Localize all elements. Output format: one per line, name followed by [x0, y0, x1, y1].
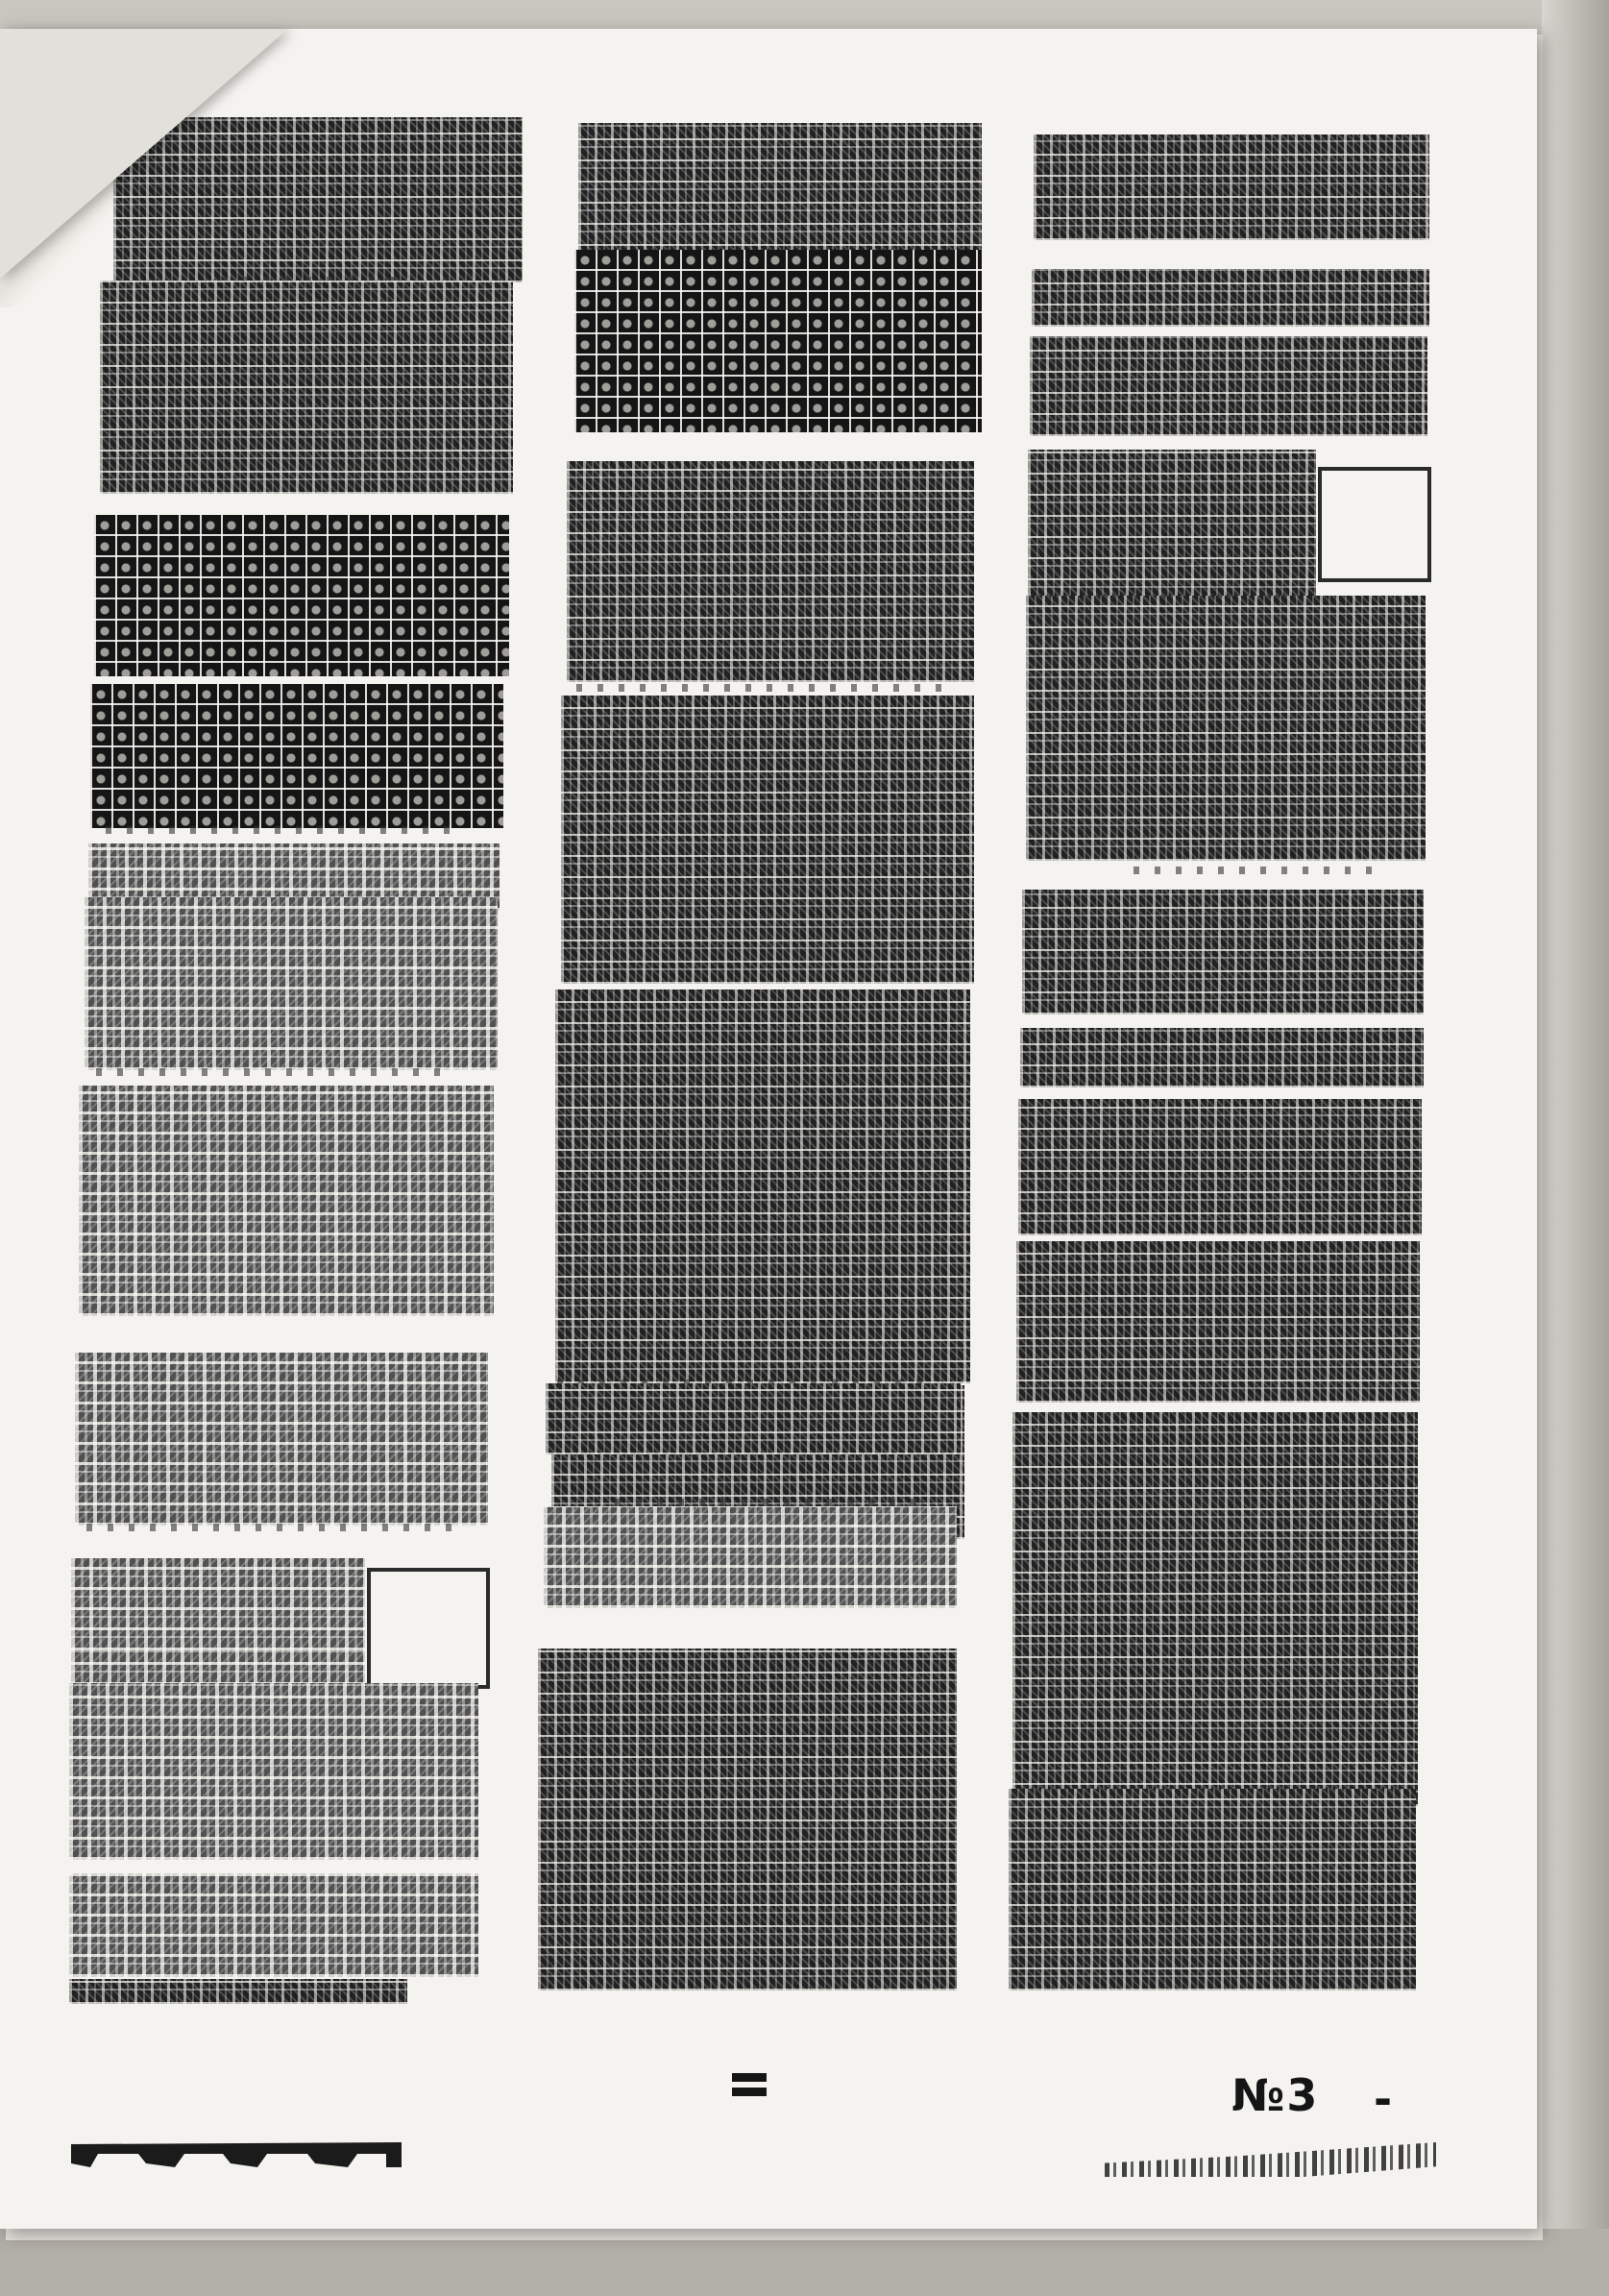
- empty-box: [367, 1568, 490, 1689]
- page-number: [1231, 2069, 1319, 2121]
- trailing-dash: -: [1374, 2073, 1393, 2125]
- text-block: [90, 684, 503, 828]
- text-block: [1032, 269, 1429, 327]
- gap-rule: [576, 684, 941, 692]
- text-block: [1020, 1028, 1424, 1087]
- text-block: [69, 1683, 478, 1860]
- gap-rule: [86, 1524, 451, 1531]
- document-page: [0, 29, 1537, 2229]
- text-block: [1012, 1412, 1418, 1806]
- gap-rule: [1134, 867, 1374, 874]
- text-block: [71, 1558, 365, 1650]
- text-block: [546, 1383, 961, 1454]
- text-block: [85, 897, 498, 1070]
- gap-rule: [96, 1068, 451, 1076]
- text-block: [574, 250, 982, 432]
- text-block: [71, 1650, 365, 1685]
- text-block: [69, 1873, 478, 1977]
- text-block: [100, 281, 513, 494]
- backdrop-right: [1542, 0, 1609, 2296]
- empty-box: [1318, 467, 1431, 582]
- ink-smudge: [1105, 2142, 1436, 2177]
- bracket-mark: [69, 2138, 405, 2177]
- text-block: [94, 515, 509, 676]
- text-block: [544, 1506, 957, 1608]
- text-block: [1026, 596, 1426, 861]
- gap-rule: [615, 1499, 922, 1506]
- gap-rule: [106, 826, 451, 834]
- text-block: [578, 123, 982, 267]
- text-block: [1030, 336, 1427, 436]
- text-block: [555, 989, 970, 1383]
- equals-mark: [732, 2073, 767, 2098]
- text-block: [69, 1979, 407, 2004]
- text-block: [538, 1649, 957, 1991]
- text-block: [79, 1086, 494, 1316]
- page-curl: [0, 29, 288, 279]
- text-block: [1022, 890, 1424, 1014]
- text-block: [567, 461, 974, 682]
- text-block: [1034, 134, 1429, 240]
- text-block: [1009, 1789, 1416, 1991]
- page-number-value: 3: [1286, 2069, 1320, 2121]
- text-block: [75, 1353, 488, 1526]
- text-block: [561, 696, 974, 984]
- page-number-prefix: №: [1231, 2069, 1287, 2121]
- text-block: [1018, 1099, 1422, 1235]
- text-block: [1016, 1241, 1420, 1403]
